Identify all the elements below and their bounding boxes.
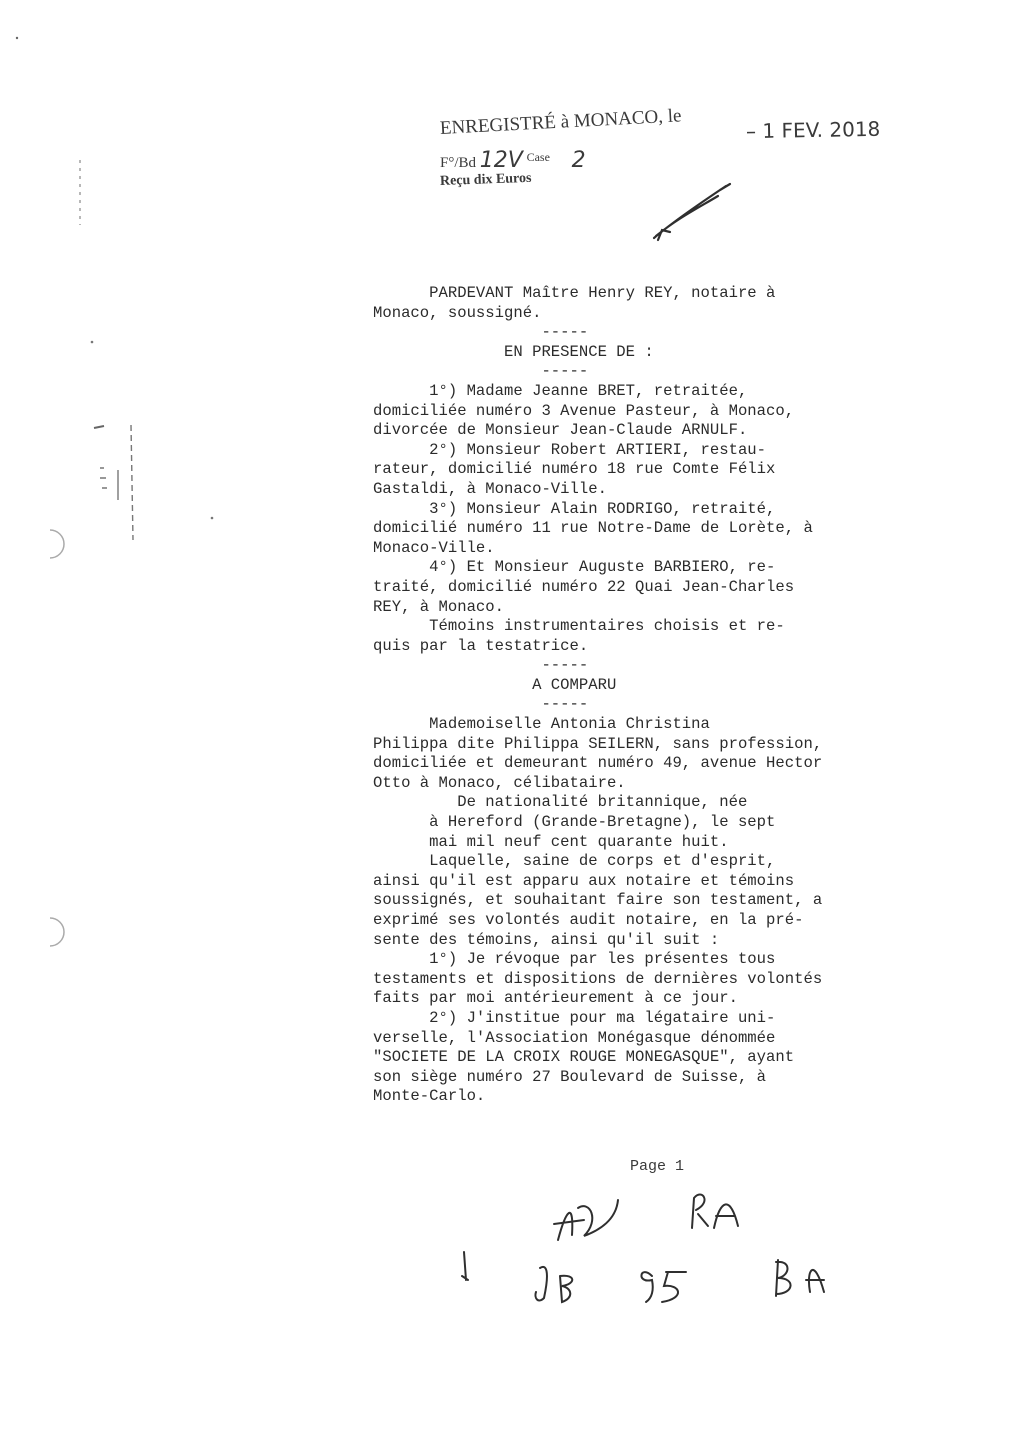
- body-text-line: Monaco-Ville.: [373, 538, 495, 557]
- body-text-line: testaments et dispositions de dernières volontés: [373, 969, 823, 988]
- body-text-line: De nationalité britannique, née: [373, 793, 748, 812]
- stamp-folio-line: [440, 148, 586, 173]
- body-text-line: Laquelle, saine de corps et d'esprit,: [373, 852, 776, 871]
- body-text-line: sente des témoins, ainsi qu'il suit :: [373, 930, 720, 949]
- stamp-case-number: 2: [571, 148, 586, 173]
- body-text-line: rateur, domicilié numéro 18 rue Comte Félix: [373, 460, 776, 479]
- body-text-line: A COMPARU: [373, 675, 617, 694]
- body-text-line: -----: [373, 362, 589, 381]
- handwritten-initials-icon: [440, 1180, 860, 1310]
- body-text-line: -----: [373, 695, 589, 714]
- body-text-line: REY, à Monaco.: [373, 597, 505, 616]
- body-text-line: Otto à Monaco, célibataire.: [373, 773, 626, 792]
- body-text-line: "SOCIETE DE LA CROIX ROUGE MONEGASQUE", ayant: [373, 1048, 795, 1067]
- testament-body-text: [373, 284, 953, 1107]
- body-text-line: soussignés, et souhaitant faire son testament, a: [373, 891, 823, 910]
- registration-stamp: [438, 105, 908, 246]
- body-text-line: Mademoiselle Antonia Christina: [373, 715, 710, 734]
- body-text-line: 1°) Madame Jeanne BRET, retraitée,: [373, 381, 748, 400]
- stamp-case-label: Case: [526, 150, 550, 164]
- stamp-date: – 1 FEV. 2018: [745, 116, 881, 144]
- body-text-line: 2°) Monsieur Robert ARTIERI, restau-: [373, 440, 767, 459]
- stamp-signature-icon: [638, 178, 748, 248]
- body-text-line: son siège numéro 27 Boulevard de Suisse, à: [373, 1067, 767, 1086]
- body-text-line: EN PRESENCE DE :: [373, 342, 654, 361]
- body-text-line: à Hereford (Grande-Bretagne), le sept: [373, 813, 776, 832]
- body-text-line: traité, domicilié numéro 22 Quai Jean-Charles: [373, 577, 795, 596]
- stamp-registered-line: ENREGISTRÉ à MONACO, le: [439, 105, 682, 139]
- body-text-line: domiciliée et demeurant numéro 49, avenue Hector: [373, 754, 823, 773]
- stamp-receipt-line: Reçu dix Euros: [439, 170, 532, 189]
- margin-marks: [0, 0, 220, 1449]
- body-text-line: quis par la testatrice.: [373, 636, 589, 655]
- body-text-line: ainsi qu'il est apparu aux notaire et témoins: [373, 871, 795, 890]
- body-text-line: 4°) Et Monsieur Auguste BARBIERO, re-: [373, 558, 776, 577]
- body-text-line: domiciliée numéro 3 Avenue Pasteur, à Monaco,: [373, 401, 795, 420]
- stamp-folio-handwritten: 12V: [479, 148, 523, 173]
- body-text-line: 3°) Monsieur Alain RODRIGO, retraité,: [373, 499, 776, 518]
- body-text-line: -----: [373, 323, 589, 342]
- body-text-line: 2°) J'institue pour ma légataire uni-: [373, 1008, 776, 1027]
- body-text-line: Gastaldi, à Monaco-Ville.: [373, 479, 607, 498]
- body-text-line: 1°) Je révoque par les présentes tous: [373, 950, 776, 969]
- body-text-line: domicilié numéro 11 rue Notre-Dame de Lorète, à: [373, 519, 813, 538]
- body-text-line: Témoins instrumentaires choisis et re-: [373, 617, 785, 636]
- body-text-line: mai mil neuf cent quarante huit.: [373, 832, 729, 851]
- body-text-line: faits par moi antérieurement à ce jour.: [373, 989, 738, 1008]
- page-number: Page 1: [630, 1158, 685, 1175]
- body-text-line: -----: [373, 656, 589, 675]
- stamp-folio-label: F°/Bd: [440, 155, 477, 171]
- body-text-line: PARDEVANT Maître Henry REY, notaire à: [373, 284, 776, 302]
- body-text-line: Monte-Carlo.: [373, 1087, 486, 1106]
- body-text-line: divorcée de Monsieur Jean-Claude ARNULF.: [373, 421, 748, 440]
- body-text-line: Philippa dite Philippa SEILERN, sans profession,: [373, 734, 823, 753]
- body-text-line: exprimé ses volontés audit notaire, en la pré-: [373, 911, 804, 929]
- body-text-line: verselle, l'Association Monégasque dénommée: [373, 1028, 776, 1047]
- body-text-line: Monaco, soussigné.: [373, 303, 542, 322]
